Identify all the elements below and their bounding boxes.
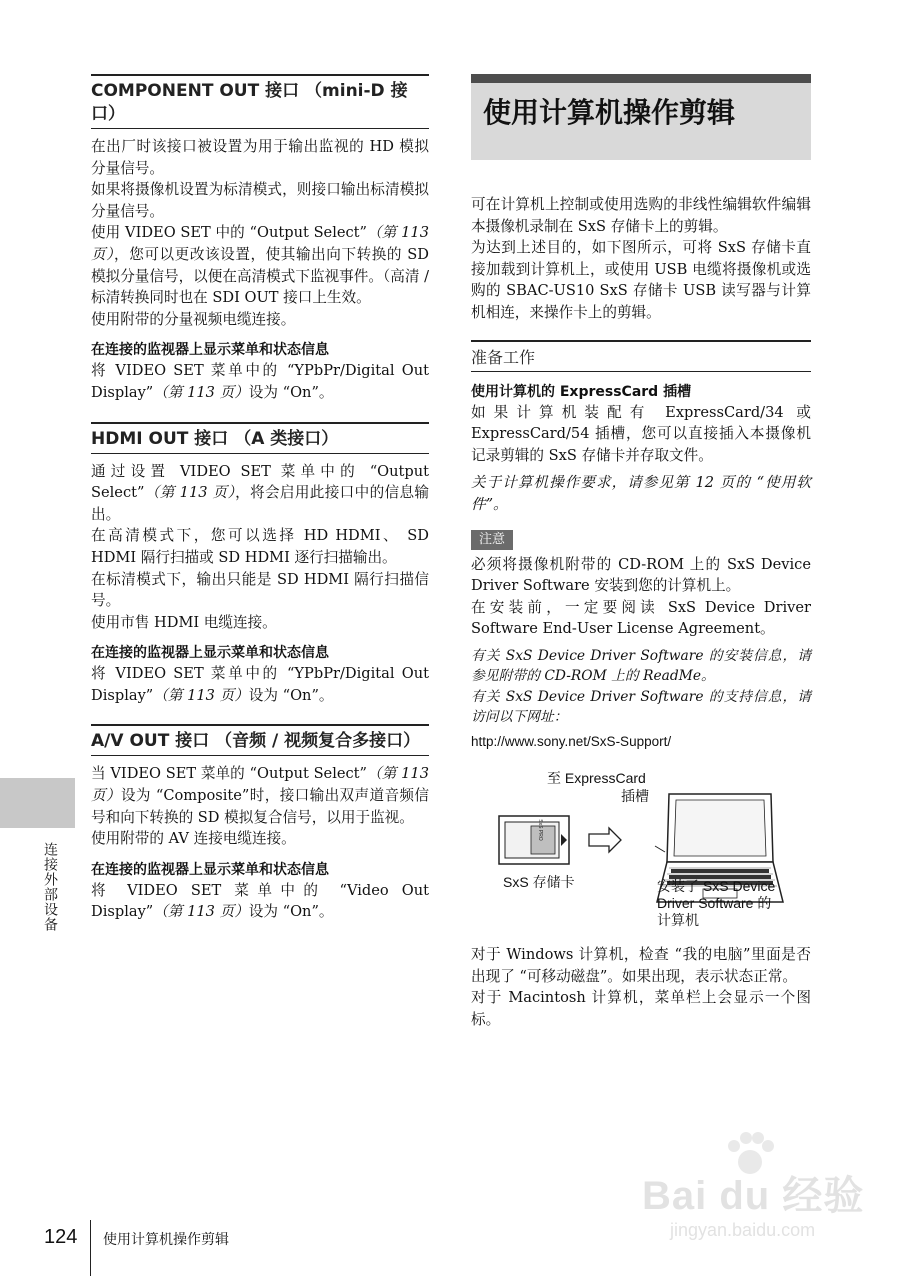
component-out-sub-body: 将 VIDEO SET 菜单中的 “YPbPr/Digital Out Display”（第 113 页）设为 “On”。	[91, 362, 429, 401]
intro-para-2: 为达到上述目的，如下图所示，可将 SxS 存储卡直接加载到计算机上，或使用 USB 电缆将摄像机或选购的 SBAC-US10 SxS 存储卡 USB 读写器与计算机相连，来操作卡上的剪辑。	[471, 239, 811, 321]
note-tag: 注意	[471, 530, 513, 550]
diagram-graphics	[471, 774, 811, 944]
watermark-line-2: jingyan.baidu.com	[670, 1220, 816, 1240]
intro-para-1: 可在计算机上控制或使用选购的非线性编辑软件编辑本摄像机录制在 SxS 存储卡上的剪辑。	[471, 196, 811, 235]
chapter-side-label: 连接外部设备	[42, 842, 58, 932]
page-ref: （第 113 页）	[153, 903, 249, 921]
hdmi-out-heading: HDMI OUT 接口 （A 类接口）	[91, 422, 429, 454]
expresscard-body: 如果计算机装配有 ExpressCard/34 或 ExpressCard/54 插槽，您可以直接插入本摄像机记录剪辑的 SxS 存储卡并存取文件。	[471, 403, 811, 464]
pc-label-1: 安装了 SxS Device	[657, 877, 776, 894]
page-ref: （第 113 页）	[91, 765, 430, 805]
card-text: SxS PRO	[537, 819, 543, 841]
page-ref: （第 113 页）	[153, 686, 249, 704]
component-out-para-2: 如果将摄像机设置为标清模式，则接口输出标清模拟分量信号。	[91, 181, 429, 220]
baidu-watermark	[640, 1140, 880, 1250]
footer-section-title: 使用计算机操作剪辑	[103, 1232, 229, 1248]
right-column	[471, 74, 811, 1030]
preparation-heading: 准备工作	[471, 340, 811, 372]
sxs-card-label: SxS 存储卡	[503, 873, 575, 890]
hdmi-out-para-2: 在高清模式下，您可以选择 HD HDMI、 SD HDMI 隔行扫描或 SD HDMI 逐行扫描输出。	[91, 527, 429, 566]
component-out-para-3: 使用 VIDEO SET 中的 “Output Select”（第 113 页），您可以更改该设置，使其输出向下转换的 SD 模拟分量信号，以便在高清模式下监视事件。（高清 / 标清转换同时也在 SDI OUT 接口上生效。	[91, 224, 430, 307]
note-body-2: 在安装前，一定要阅读 SxS Device Driver Software End-User License Agreement。	[471, 598, 811, 638]
left-column	[91, 74, 429, 923]
mac-instruction: 对于 Macintosh 计算机，菜单栏上会显示一个图标。	[471, 989, 811, 1028]
chapter-title-box	[471, 74, 811, 160]
install-info: 有关 SxS Device Driver Software 的安装信息，请参见附带的 CD-ROM 上的 ReadMe。	[471, 647, 811, 685]
hdmi-out-para-4: 使用市售 HDMI 电缆连接。	[91, 613, 277, 631]
to-slot-label-1: 至 ExpressCard	[547, 769, 646, 786]
arrow-right-icon	[589, 828, 621, 852]
support-url[interactable]: http://www.sony.net/SxS-Support/	[471, 733, 672, 749]
page-number: 124	[44, 1226, 78, 1248]
component-out-heading: COMPONENT OUT 接口 （mini-D 接口）	[91, 74, 429, 129]
windows-instruction: 对于 Windows 计算机，检查 “我的电脑”里面是否出现了 “可移动磁盘”。如果出现，表示状态正常。	[471, 945, 811, 985]
requirements-reference: 关于计算机操作要求，请参见第 12 页的 “使用软件”。	[471, 474, 811, 513]
av-out-sub-body: 将 VIDEO SET 菜单中的 “Video Out Display”（第 113 页）设为 “On”。	[91, 881, 429, 921]
watermark-line-1: Bai du 经验	[642, 1174, 865, 1218]
component-out-para-4: 使用附带的分量视频电缆连接。	[91, 310, 296, 328]
support-info: 有关 SxS Device Driver Software 的支持信息，请访问以下网址：	[471, 688, 811, 726]
av-out-heading: A/V OUT 接口 （音频 / 视频复合多接口）	[91, 724, 429, 756]
expresscard-subheading: 使用计算机的 ExpressCard 插槽	[471, 383, 692, 400]
pc-label-3: 计算机	[657, 911, 699, 928]
footer-divider	[90, 1220, 91, 1276]
to-slot-label-2: 插槽	[621, 787, 649, 804]
av-out-subheading: 在连接的监视器上显示菜单和状态信息	[91, 861, 329, 878]
hdmi-out-para-1: 通过设置 VIDEO SET 菜单中的 “Output Select”（第 113 页），将会启用此接口中的信息输出。	[91, 462, 429, 523]
component-out-para-1: 在出厂时该接口被设置为用于输出监视的 HD 模拟分量信号。	[91, 138, 429, 177]
component-out-subheading: 在连接的监视器上显示菜单和状态信息	[91, 342, 329, 359]
chapter-side-tab	[0, 778, 75, 828]
chapter-title: 使用计算机操作剪辑	[483, 96, 736, 129]
hdmi-out-para-3: 在标清模式下，输出只能是 SD HDMI 隔行扫描信号。	[91, 570, 429, 610]
note-body-1: 必须将摄像机附带的 CD-ROM 上的 SxS Device Driver Software 安装到您的计算机上。	[471, 555, 811, 595]
page-ref: （第 113 页）	[144, 484, 236, 502]
av-out-para-1: 当 VIDEO SET 菜单的 “Output Select”（第 113 页）设为 “Composite”时，接口输出双声道音频信号和向下转换的 SD 模拟复合信号，以用于监视。	[91, 765, 430, 826]
hdmi-out-subheading: 在连接的监视器上显示菜单和状态信息	[91, 645, 329, 662]
hdmi-out-sub-body: 将 VIDEO SET 菜单中的 “YPbPr/Digital Out Display”（第 113 页）设为 “On”。	[91, 665, 429, 704]
page-ref: （第 113 页）	[91, 224, 430, 263]
pc-label-2: Driver Software 的	[657, 894, 772, 911]
av-out-para-2: 使用附带的 AV 连接电缆连接。	[91, 830, 296, 848]
connection-diagram	[471, 769, 811, 944]
page-ref: （第 113 页）	[153, 383, 249, 401]
sxs-card-icon	[499, 816, 569, 864]
